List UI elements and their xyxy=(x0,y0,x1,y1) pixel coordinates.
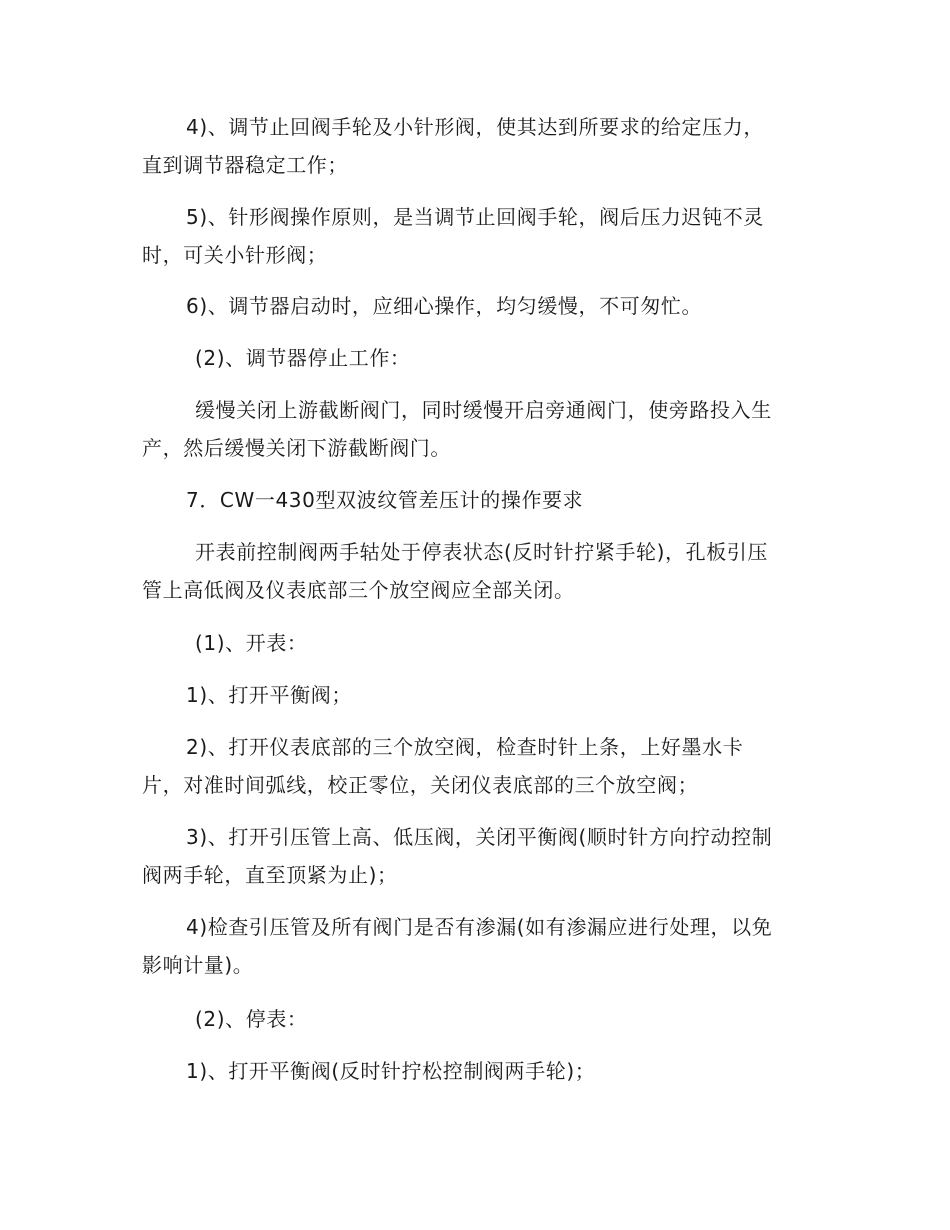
text-line: 阀两手轮，直至顶紧为止)； xyxy=(142,863,398,887)
text-line: 3)、打开引压管上高、低压阀，关闭平衡阀(顺时针方向拧动控制 xyxy=(186,825,773,849)
section-heading: 7．CW一430型双波纹管差压计的操作要求 xyxy=(186,488,584,512)
text-line: 4)检查引压管及所有阀门是否有渗漏(如有渗漏应进行处理，以免 xyxy=(186,915,773,939)
text-line: 缓慢关闭上游截断阀门，同时缓慢开启旁通阀门，使旁路投入生 xyxy=(195,398,772,422)
text-line: 4)、调节止回阀手轮及小针形阀，使其达到所要求的给定压力， xyxy=(186,115,764,139)
text-line: 影响计量)。 xyxy=(142,953,254,977)
section-heading: (2)、停表： xyxy=(195,1007,308,1031)
text-line: 2)、打开仪表底部的三个放空阀，检查时针上条，上好墨水卡 xyxy=(186,735,744,759)
text-line: 管上高低阀及仪表底部三个放空阀应全部关闭。 xyxy=(142,578,575,602)
text-line: 产，然后缓慢关闭下游截断阀门。 xyxy=(142,436,451,460)
text-line: 直到调节器稳定工作； xyxy=(142,153,348,177)
section-heading: (2)、调节器停止工作： xyxy=(195,346,411,370)
section-heading: (1)、开表： xyxy=(195,631,308,655)
text-line: 6)、调节器启动时，应细心操作，均匀缓慢，不可匆忙。 xyxy=(186,294,703,318)
text-line: 开表前控制阀两手轱处于停表状态(反时针拧紧手轮)，孔板引压 xyxy=(195,540,769,564)
text-line: 片，对准时间弧线，校正零位，关闭仪表底部的三个放空阀； xyxy=(142,773,699,797)
text-line: 1)、打开平衡阀(反时针拧松控制阀两手轮)； xyxy=(186,1059,596,1083)
text-line: 时，可关小针形阀； xyxy=(142,243,328,267)
text-line: 5)、针形阀操作原则，是当调节止回阀手轮，阀后压力迟钝不灵 xyxy=(186,205,764,229)
text-line: 1)、打开平衡阀； xyxy=(186,683,352,707)
